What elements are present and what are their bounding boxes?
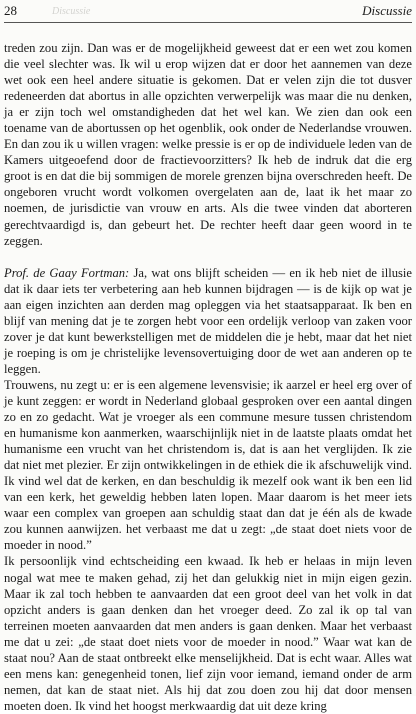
paragraph-4-text: Ik persoonlijk vind echtscheiding een kwaad. Ik heb er helaas in mijn leven nogal wat mee te maken gehad, zij het dan gelukkig niet in mijn eigen gezin. Maar ik zal toch hebben te aanvaarden dat een groot deel van het volk in dat opzicht anders is gaan denken dan het vroeger deed. Zo zal ik op tal van terreinen moeten aanvaarden dat men anders is gaan denken. Maar het verbaast me dat u zei: „de staat doet niets voor de moeder in nood.” Waar wat kan de staat nou? Aan de staat ontbreekt elke menselijkheid. Dat is echt waar. Alles wat een mens kan: genegenheid tonen, lief zijn voor iemand, iemand onder de arm nemen, dat kan de staat niet. Als hij dat zou doen zou hij dat door mensen moeten doen. Ik vind het hoogst merkwaardig dat uit deze kring <box>4 554 412 713</box>
page-header <box>4 2 412 23</box>
running-head: Discussie <box>362 3 412 18</box>
paragraph-1-text: treden zou zijn. Dan was er de mogelijkheid geweest dat er een wet zou komen die veel slechter was. Ik wil u erop wijzen dat er door het aannemen van deze wet ook een heel andere situatie is gekomen. Dat er velen zijn die tot dusver redeneerden dat abortus in alle opzichten verwerpelijk was maar die nu denken, ja er zijn toch wel omstandigheden dat het wel kan. We zien dan ook een toename van de abortussen op het ogenblik, ook onder de Nederlandse vrouwen. En dan zou ik u willen vragen: welke pressie is er op de individuele leden van de Kamers uitgeoefend door de fractievoorzitters? Ik heb de indruk dat die erg groot is en dat die bij sommigen de morele grenzen bijna overschreden heeft. De ongeboren vrucht wordt volkomen overgelaten aan de, laat ik het maar zo noemen, de jurisdictie van vrouw en arts. Als die twee vinden dat aborteren gerechtvaardigd is, dan gebeurt het. De rechter heeft daar geen woord in te zeggen. <box>4 41 412 248</box>
body-text <box>4 40 412 714</box>
paragraph-2 <box>4 265 412 377</box>
paragraph-4 <box>4 553 412 713</box>
paragraph-3 <box>4 377 412 554</box>
paragraph-1 <box>4 40 412 249</box>
paragraph-3-text: Trouwens, nu zegt u: er is een algemene levensvisie; ik aarzel er heel erg over of je kunt zeggen: er wordt in Nederland globaal gesproken over een aantal dingen zo en zo gedacht. Wat je vroeger als een commune mesure tussen christendom en humanisme kon aanmerken, waarschijnlijk niet in de laatste plaats omdat het humanisme een vrucht van het christendom is, dat is aan het verglijden. Ik zie dat niet met plezier. Er zijn ontwikkelingen in de ethiek die ik afschuwelijk vind. Ik vind wel dat de kerken, en dan beschuldig ik mezelf ook want ik ben een lid van een kerk, het geweldig hebben laten lopen. Maar daarom is het meer iets waar een complex van groepen aan schuldig staat dan dat je één als de kwade zou kunnen aanwijzen. het verbaast me dat u zegt: „de staat doet niets voor de moeder in nood.” <box>4 377 412 553</box>
speaker-name: Prof. de Gaay Fortman: <box>4 265 130 280</box>
bleed-through-text: Discussie <box>52 6 91 17</box>
page-number: 28 <box>4 3 17 18</box>
paragraph-2-text: Ja, wat ons blijft scheiden — en ik heb niet de illusie dat ik daar iets ter verbetering aan heb kunnen bijdragen — is de kijk op wat je aan eigen inzichten aan derden mag opleggen via het staatsapparaat. Ik ben en blijf van mening dat je te zorgen hebt voor een ordelijk verloop van zaken voor zover je dat kunt bewerkstelligen met de middelen die je hebt, maar dat het niet je roeping is om je christelijke levensovertuiging door de wet aan anderen op te leggen. <box>4 265 412 376</box>
